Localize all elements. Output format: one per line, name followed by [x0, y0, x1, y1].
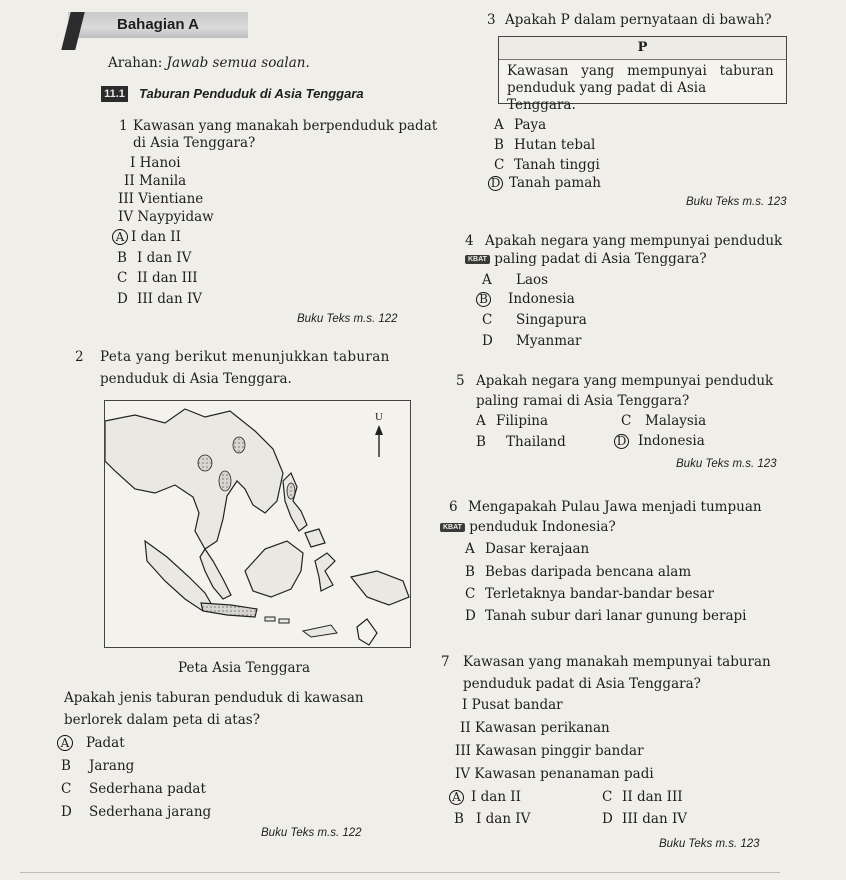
q3-option-d[interactable]: D Tanah pamah: [491, 175, 601, 191]
q3-box-line1: Kawasan yang mempunyai taburan: [507, 63, 774, 79]
q5-stem-line2: paling ramai di Asia Tenggara?: [476, 393, 690, 409]
kbat-tag: KBAT: [440, 523, 465, 532]
q6-stem-line2: penduduk Indonesia?: [469, 519, 616, 535]
q1-option-a[interactable]: A I dan II: [115, 229, 181, 245]
q4-stem-line1: Apakah negara yang mempunyai penduduk: [485, 233, 783, 249]
q3-box-line2: penduduk yang padat di Asia Tenggara.: [507, 80, 707, 113]
answer-circle: B: [476, 292, 491, 307]
q7-option-b[interactable]: B I dan IV: [454, 811, 531, 827]
q3-option-b[interactable]: B Hutan tebal: [494, 137, 596, 153]
q1-item: III Vientiane: [118, 191, 204, 207]
q1-stem-line1: Kawasan yang manakah berpenduduk padat: [133, 118, 438, 134]
q1-item: I Hanoi: [130, 155, 181, 171]
answer-circle: D: [614, 434, 629, 449]
q7-option-c[interactable]: C II dan III: [602, 789, 683, 805]
section-label: Bahagian A: [117, 16, 199, 33]
q6-stem-line2-wrap: [440, 519, 616, 535]
q2-option-a[interactable]: A Padat: [60, 735, 125, 751]
borneo-island: [245, 541, 303, 597]
q7-source: Buku Teks m.s. 123: [659, 838, 760, 850]
q7-item: III Kawasan pinggir bandar: [455, 743, 644, 759]
q2-source: Buku Teks m.s. 122: [261, 827, 362, 839]
q5-source: Buku Teks m.s. 123: [676, 458, 777, 470]
q2-question-line2: berlorek dalam peta di atas?: [64, 712, 260, 728]
q3-number: 3: [487, 12, 496, 28]
q1-option-b[interactable]: B I dan IV: [117, 250, 192, 266]
q7-stem-line2: penduduk padat di Asia Tenggara?: [463, 676, 701, 692]
q5-option-a[interactable]: A Filipina: [476, 413, 549, 429]
q3-source: Buku Teks m.s. 123: [686, 196, 787, 208]
southeast-asia-map: [104, 400, 411, 648]
q3-option-a[interactable]: A Paya: [494, 117, 547, 133]
q4-option-b[interactable]: B Indonesia: [479, 291, 575, 307]
q4-stem-line2-wrap: [465, 251, 707, 267]
q1-option-c[interactable]: C II dan III: [117, 270, 198, 286]
q2-stem-line2: penduduk di Asia Tenggara.: [100, 371, 292, 387]
q5-option-c[interactable]: C Malaysia: [621, 413, 707, 429]
q7-option-a[interactable]: A I dan II: [452, 789, 521, 805]
q1-item: IV Naypyidaw: [118, 209, 214, 225]
q6-option-a[interactable]: A Dasar kerajaan: [465, 541, 590, 557]
answer-circle: D: [488, 176, 503, 191]
q3-statement-box: [498, 36, 787, 113]
q2-number: 2: [75, 349, 84, 365]
q5-stem-line1: Apakah negara yang mempunyai penduduk: [476, 373, 774, 389]
q6-option-d[interactable]: D Tanah subur dari lanar gunung berapi: [465, 608, 747, 624]
answer-circle: A: [112, 229, 128, 245]
q1-number: 1: [119, 118, 128, 134]
q2-option-d[interactable]: D Sederhana jarang: [61, 804, 212, 820]
q6-option-b[interactable]: B Bebas daripada bencana alam: [465, 564, 692, 580]
q3-box-label: P: [499, 37, 786, 60]
q5-option-b[interactable]: B Thailand: [476, 434, 566, 450]
papua-island: [351, 571, 409, 605]
map-caption: Peta Asia Tenggara: [178, 660, 311, 676]
instruction-label: Arahan:: [108, 55, 163, 71]
q3-option-c[interactable]: C Tanah tinggi: [494, 157, 600, 173]
instruction: [108, 55, 310, 71]
q6-number: 6: [449, 499, 458, 515]
dense-region: [287, 483, 295, 499]
q5-option-d[interactable]: D Indonesia: [617, 433, 705, 449]
q7-item: II Kawasan perikanan: [460, 720, 610, 736]
q2-option-c[interactable]: C Sederhana padat: [61, 781, 206, 797]
q7-stem-line1: Kawasan yang manakah mempunyai taburan: [463, 654, 771, 670]
q1-source: Buku Teks m.s. 122: [297, 313, 398, 325]
java-dense-region: [201, 603, 257, 617]
q2-option-b[interactable]: B Jarang: [61, 758, 135, 774]
q2-stem-line1: Peta yang berikut menunjukkan taburan: [100, 349, 390, 365]
topic-number: 11.1: [101, 86, 128, 102]
q6-stem-line1: Mengapakah Pulau Jawa menjadi tumpuan: [468, 499, 762, 515]
map-graphic: [105, 401, 410, 647]
q6-option-c[interactable]: C Terletaknya bandar-bandar besar: [465, 586, 714, 602]
q7-item: IV Kawasan penanaman padi: [455, 766, 654, 782]
q4-stem-line2: paling padat di Asia Tenggara?: [494, 251, 707, 267]
q1-option-d[interactable]: D III dan IV: [117, 291, 203, 307]
dense-region: [198, 455, 212, 471]
q7-option-d[interactable]: D III dan IV: [602, 811, 688, 827]
page-edge: [20, 872, 780, 873]
north-label: U: [375, 411, 383, 423]
q7-item: I Pusat bandar: [462, 697, 563, 713]
q2-question-line1: Apakah jenis taburan penduduk di kawasan: [64, 690, 364, 706]
kbat-tag: KBAT: [465, 255, 490, 264]
dense-region: [233, 437, 245, 453]
sulawesi-island: [315, 553, 335, 591]
topic-title: Taburan Penduduk di Asia Tenggara: [139, 86, 364, 101]
q1-item: II Manila: [124, 173, 187, 189]
malay-peninsula: [200, 549, 231, 599]
answer-circle: A: [449, 790, 464, 805]
instruction-text: Jawab semua soalan.: [166, 55, 310, 71]
q4-option-c[interactable]: C Singapura: [482, 312, 587, 328]
q1-stem-line2: di Asia Tenggara?: [133, 135, 256, 151]
q7-number: 7: [441, 654, 450, 670]
q4-option-d[interactable]: D Myanmar: [482, 333, 582, 349]
answer-circle: A: [57, 735, 73, 751]
q3-stem: Apakah P dalam pernyataan di bawah?: [505, 12, 772, 28]
philippines-islands: [283, 473, 307, 531]
q5-number: 5: [456, 373, 465, 389]
mainland-landmass: [105, 409, 283, 549]
q4-number: 4: [465, 233, 474, 249]
q4-option-a[interactable]: A Laos: [482, 272, 549, 288]
dense-region: [219, 471, 231, 491]
